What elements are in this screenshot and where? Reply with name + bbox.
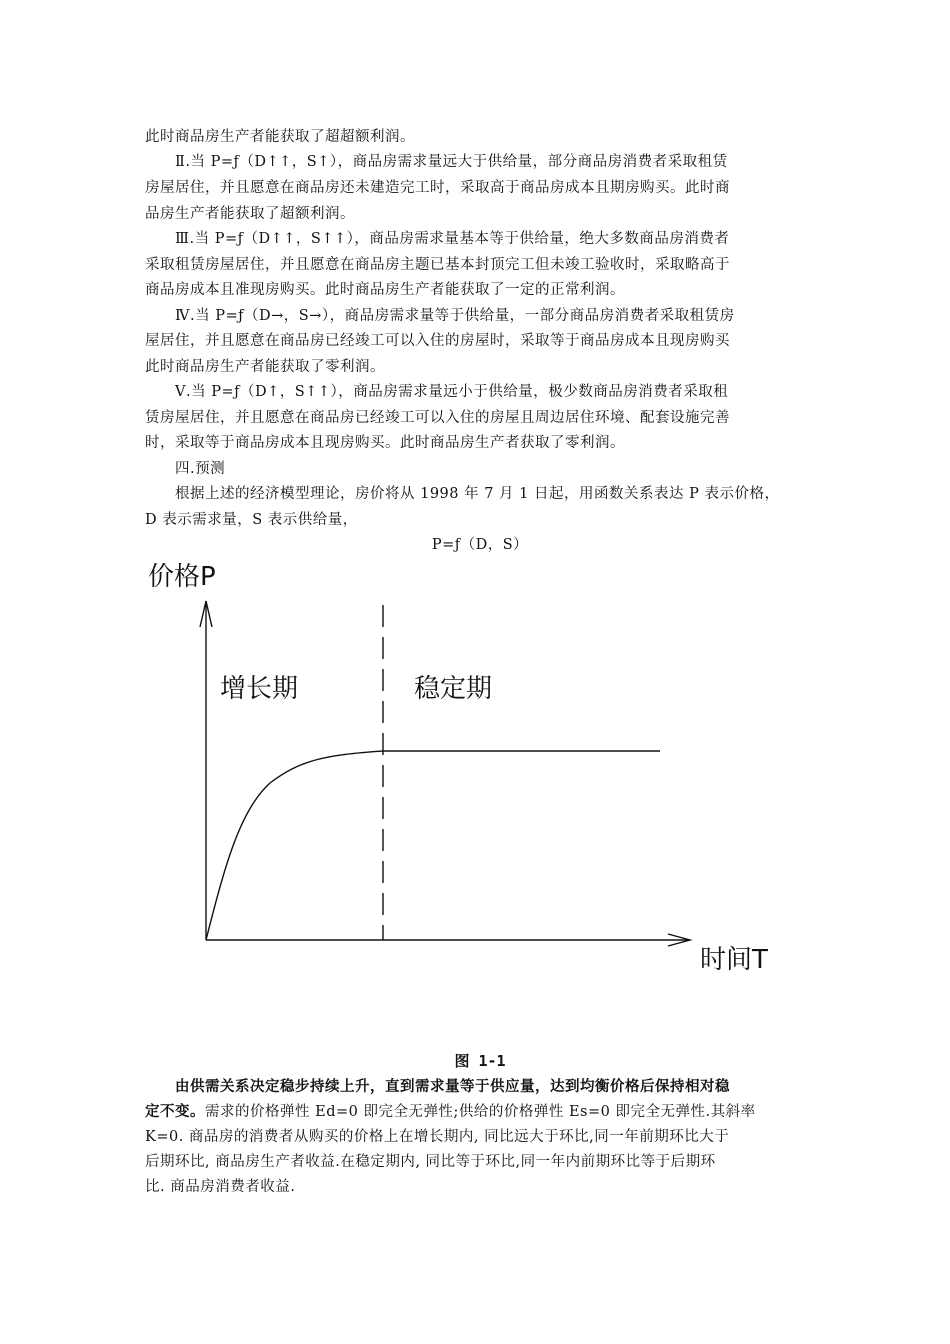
text-line-5: Ⅲ.当 P=ƒ（D↑↑，S↑↑），商品房需求量基本等于供给量，绝大多数商品房消费者 xyxy=(175,231,730,247)
x-axis-label: 时间T xyxy=(700,945,768,975)
price-curve xyxy=(206,751,660,940)
conclusion-line-3: K=0. 商品房的消费者从购买的价格上在增长期内, 同比远大于环比,同一年前期环比大于 xyxy=(145,1129,730,1145)
conclusion-bold-text: 由供需关系决定稳步持续上升，直到需求量等于供应量，达到均衡价格后保持相对稳 xyxy=(175,1078,730,1095)
phase-label-growth: 增长期 xyxy=(220,674,299,704)
figure-caption: 图 1-1 xyxy=(454,1052,506,1070)
text-line-9: 屋居住，并且愿意在商品房已经竣工可以入住的房屋时，采取等于商品房成本且现房购买 xyxy=(145,333,730,349)
text-line-16: D 表示需求量，S 表示供给量， xyxy=(145,512,358,528)
conclusion-line-5: 比. 商品房消费者收益. xyxy=(145,1179,296,1195)
text-line-3: 房屋居住，并且愿意在商品房还未建造完工时，采取高于商品房成本且期房购买。此时商 xyxy=(145,180,730,196)
text-line-15: 根据上述的经济模型理论，房价将从 1998 年 7 月 1 日起，用函数关系表达 P 表示价格， xyxy=(175,486,780,502)
conclusion-line-4: 后期环比, 商品房生产者收益.在稳定期内, 同比等于环比,同一年内前期环比等于后期环 xyxy=(145,1154,716,1170)
text-line-4: 品房生产者能获取了超额利润。 xyxy=(145,206,355,222)
conclusion-line-1 xyxy=(175,1077,845,1097)
text-line-2: Ⅱ.当 P=ƒ（D↑↑，S↑），商品房需求量远大于供给量，部分商品房消费者采取租赁 xyxy=(175,154,728,170)
text-line-10: 此时商品房生产者能获取了零利润。 xyxy=(145,359,385,375)
text-line-7: 商品房成本且准现房购买。此时商品房生产者能获取了一定的正常利润。 xyxy=(145,282,625,298)
text-line-6: 采取租赁房屋居住，并且愿意在商品房主题已基本封顶完工但未竣工验收时，采取略高于 xyxy=(145,257,730,273)
conclusion-line-2 xyxy=(145,1102,815,1122)
section-heading-forecast: 四.预测 xyxy=(175,461,226,477)
text-line-11: Ⅴ.当 P=ƒ（D↑，S↑↑），商品房需求量远小于供给量，极少数商品房消费者采取租 xyxy=(175,384,729,400)
text-line-1: 此时商品房生产者能获取了超超额利润。 xyxy=(145,129,415,145)
text-line-13: 时，采取等于商品房成本且现房购买。此时商品房生产者获取了零利润。 xyxy=(145,435,625,451)
phase-label-stable: 稳定期 xyxy=(414,674,493,704)
price-time-figure xyxy=(130,555,790,985)
y-axis-label: 价格P xyxy=(148,562,216,592)
conclusion-bold-text-2: 定不变。 xyxy=(145,1103,205,1120)
text-line-12: 赁房屋居住，并且愿意在商品房已经竣工可以入住的房屋且周边居住环境、配套设施完善 xyxy=(145,410,730,426)
text-line-8: Ⅳ.当 P=ƒ（D→，S→），商品房需求量等于供给量，一部分商品房消费者采取租赁房 xyxy=(175,308,735,324)
conclusion-text: 需求的价格弹性 Ed=0 即完全无弹性;供给的价格弹性 Es=0 即完全无弹性.其斜率 xyxy=(205,1104,756,1120)
formula: P=ƒ（D，S） xyxy=(431,537,529,553)
